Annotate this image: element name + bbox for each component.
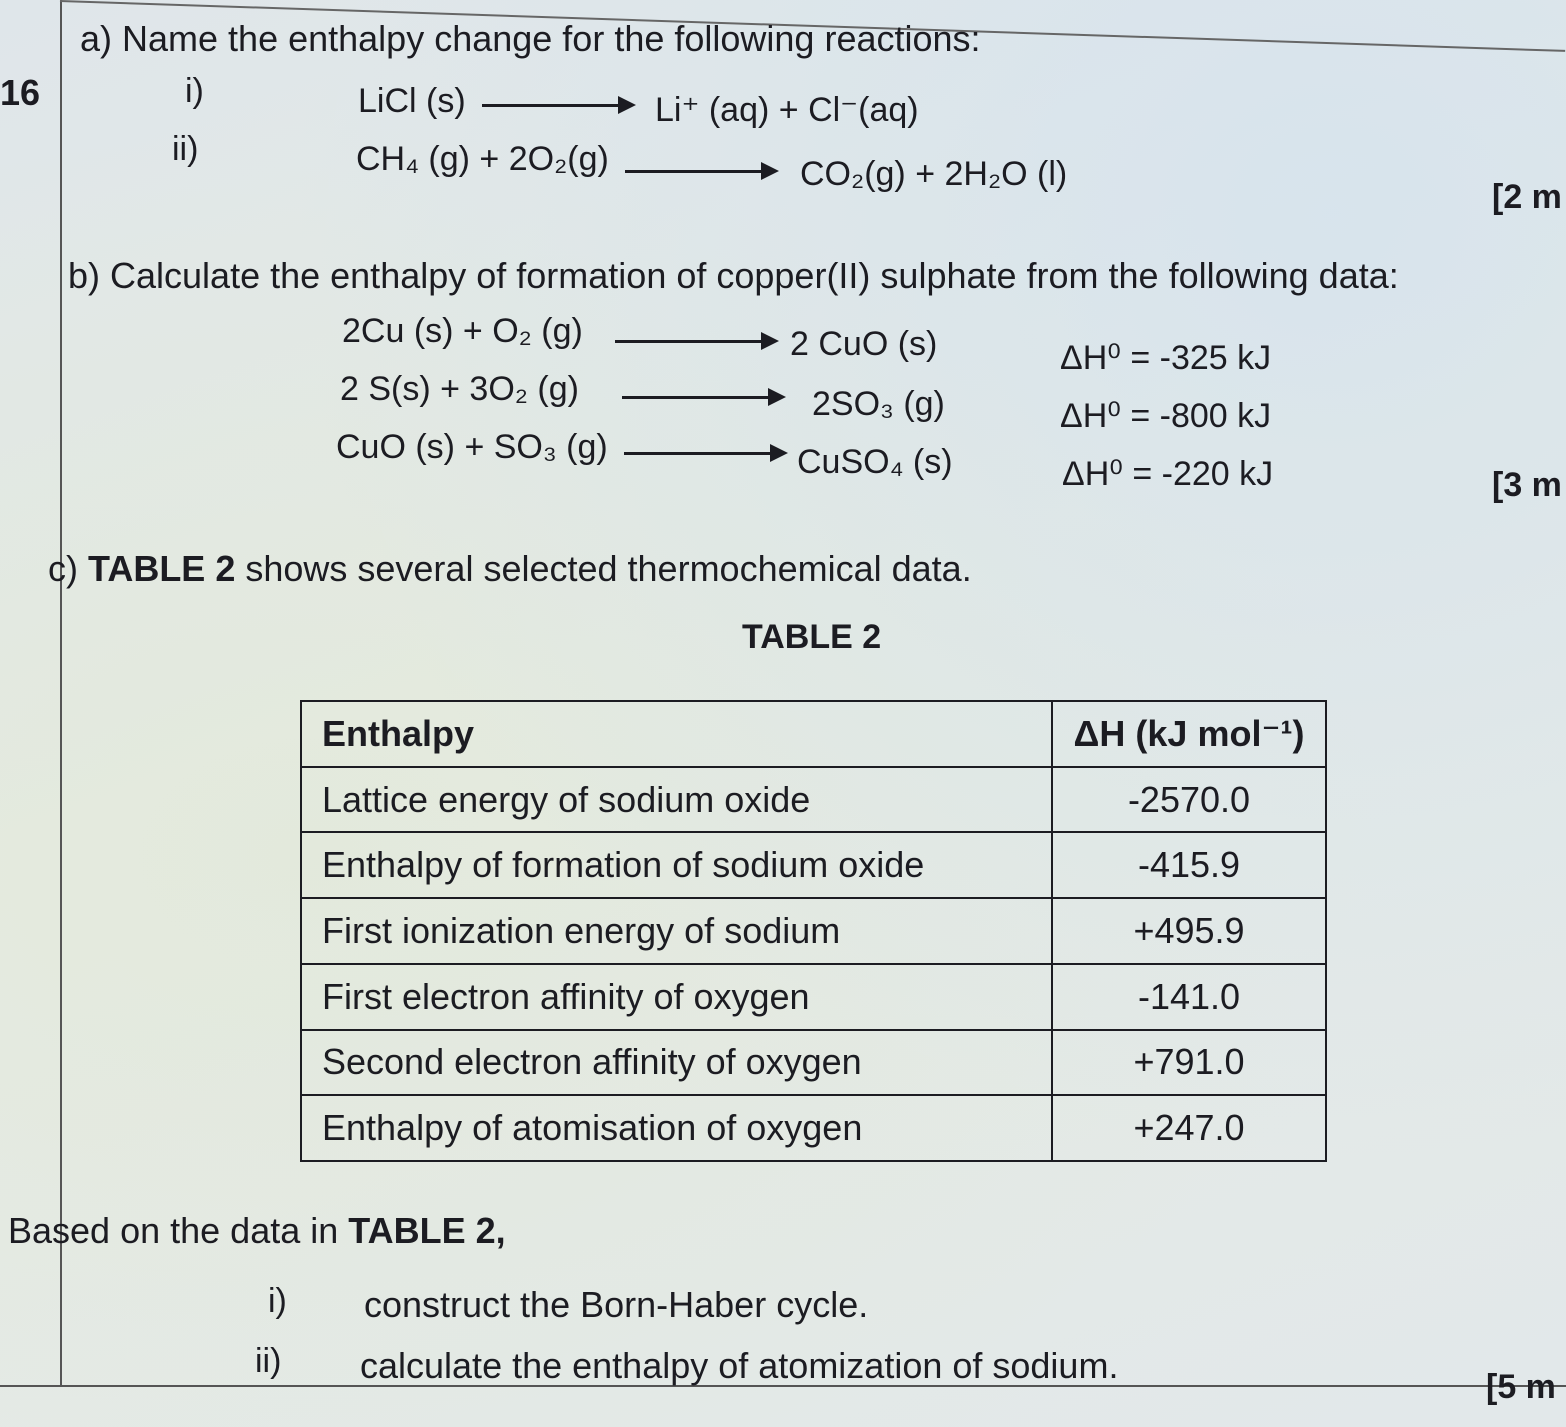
task-2-text: calculate the enthalpy of atomization of sodium.	[360, 1345, 1119, 1386]
part-b-reaction-1-products: 2 CuO (s)	[790, 325, 938, 363]
based-on-statement	[8, 1210, 506, 1252]
row-value: -415.9	[1052, 832, 1326, 898]
table-row	[301, 1030, 1326, 1096]
row-label: First electron affinity of oxygen	[301, 964, 1052, 1030]
header-delta-h: ΔH (kJ mol⁻¹)	[1052, 701, 1326, 767]
reaction-arrow	[624, 452, 784, 455]
part-c-prompt	[48, 548, 972, 590]
table-title: TABLE 2	[742, 618, 882, 656]
margin-line	[60, 0, 62, 1385]
part-a-prompt: a) Name the enthalpy change for the following reactions:	[80, 18, 981, 59]
thermochemical-data-table	[300, 700, 1327, 1162]
table-row	[301, 832, 1326, 898]
row-value: +495.9	[1052, 898, 1326, 964]
part-b-reaction-3-reactants: CuO (s) + SO₃ (g)	[336, 428, 608, 466]
row-value: -2570.0	[1052, 767, 1326, 833]
part-a-item-1-products: Li⁺ (aq) + Cl⁻(aq)	[655, 91, 919, 129]
part-c-marks: [5 m	[1486, 1368, 1556, 1406]
row-label: Enthalpy of atomisation of oxygen	[301, 1095, 1052, 1161]
part-b-reaction-1-dh: ΔH⁰ = -325 kJ	[1060, 339, 1272, 377]
part-b-reaction-2-dh: ΔH⁰ = -800 kJ	[1060, 397, 1272, 435]
task-1-label: i)	[268, 1282, 287, 1320]
table-row	[301, 767, 1326, 833]
row-label: First ionization energy of sodium	[301, 898, 1052, 964]
based-on-prefix: Based on the data in	[8, 1210, 349, 1251]
part-c-prompt-rest: shows several selected thermochemical data.	[235, 548, 972, 589]
row-label: Enthalpy of formation of sodium oxide	[301, 832, 1052, 898]
header-enthalpy: Enthalpy	[301, 701, 1052, 767]
row-label: Second electron affinity of oxygen	[301, 1030, 1052, 1096]
row-value: -141.0	[1052, 964, 1326, 1030]
part-b-reaction-2-products: 2SO₃ (g)	[812, 385, 945, 423]
part-a-item-1-label: i)	[185, 72, 204, 110]
task-1-text: construct the Born-Haber cycle.	[364, 1284, 869, 1325]
part-c-prefix: c)	[48, 548, 88, 589]
part-a-item-2-label: ii)	[172, 130, 199, 168]
table-row	[301, 898, 1326, 964]
task-2-label: ii)	[255, 1342, 282, 1380]
part-b-marks: [3 m	[1492, 466, 1562, 504]
reaction-arrow	[625, 170, 775, 173]
part-a-item-2-reactants: CH₄ (g) + 2O₂(g)	[356, 140, 609, 178]
table-row	[301, 1095, 1326, 1161]
part-b-reaction-2-reactants: 2 S(s) + 3O₂ (g)	[340, 370, 579, 408]
part-b-prompt: b) Calculate the enthalpy of formation of copper(II) sulphate from the following data:	[68, 255, 1399, 296]
part-a-item-2-products: CO₂(g) + 2H₂O (l)	[800, 155, 1068, 193]
based-on-table-ref: TABLE 2,	[348, 1210, 506, 1251]
reaction-arrow	[622, 396, 782, 399]
part-a-marks: [2 m	[1492, 178, 1562, 216]
part-c-table-ref: TABLE 2	[88, 548, 236, 589]
part-b-reaction-1-reactants: 2Cu (s) + O₂ (g)	[342, 312, 583, 350]
question-number: 16	[0, 72, 41, 113]
table-header-row	[301, 701, 1326, 767]
part-b-reaction-3-products: CuSO₄ (s)	[797, 443, 953, 481]
part-a-item-1-reactants: LiCl (s)	[358, 82, 466, 120]
row-value: +247.0	[1052, 1095, 1326, 1161]
table-row	[301, 964, 1326, 1030]
part-b-reaction-3-dh: ΔH⁰ = -220 kJ	[1062, 455, 1274, 493]
reaction-arrow	[615, 340, 775, 343]
row-value: +791.0	[1052, 1030, 1326, 1096]
reaction-arrow	[482, 104, 632, 107]
row-label: Lattice energy of sodium oxide	[301, 767, 1052, 833]
